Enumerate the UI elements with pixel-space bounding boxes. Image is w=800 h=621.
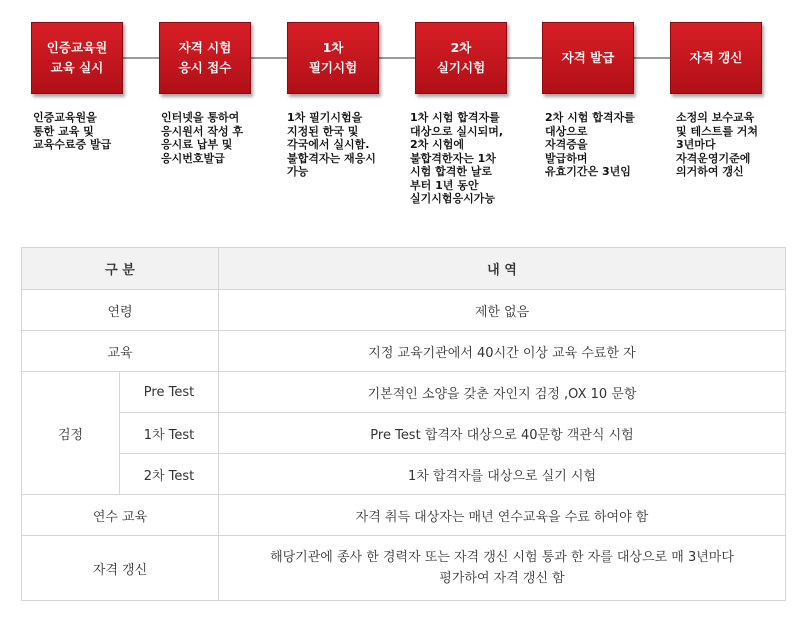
step-6-desc-line: 및 테스트를 거쳐 [676, 124, 759, 138]
step-3-description [287, 111, 412, 179]
step-3-desc-line: 불합격자는 재응시 [287, 151, 376, 165]
step-1-box [31, 22, 123, 94]
step-6-desc-line: 자격운영기준에 [676, 151, 751, 165]
table-row-education [22, 331, 786, 372]
step-6-desc-line: 의거하여 갱신 [676, 165, 744, 178]
step-6-desc-line: 소정의 보수교육 [676, 111, 755, 124]
step-3-desc-line: 가능 [287, 165, 309, 178]
row-label-age: 연령 [22, 290, 219, 331]
renewal-line-1: 해당기관에 종사 한 경력자 또는 자격 갱신 시험 통과 한 자를 대상으로 매 3년마다 [270, 550, 734, 565]
row-label-exam: 검정 [22, 372, 120, 495]
exam-sub-value: 1차 합격자를 대상으로 실기 시험 [219, 454, 786, 495]
step-3-box [287, 22, 379, 94]
step-4-desc-line: 1차 시험 합격자를 [410, 111, 500, 124]
step-1-description [33, 111, 158, 152]
step-1-desc-line: 인증교육원을 [33, 111, 97, 124]
table-row-age [22, 290, 786, 331]
table-row-exam-pre [22, 372, 786, 413]
step-5-description [545, 111, 670, 179]
renewal-line-2: 평가하여 자격 갱신 함 [439, 571, 565, 586]
row-value-training: 자격 취득 대상자는 매년 연수교육을 수료 하여야 함 [219, 495, 786, 536]
table-header-row [22, 248, 786, 290]
header-content: 내 역 [219, 248, 786, 290]
step-4-box [415, 22, 507, 94]
step-4-desc-line: 실기시험응시가능 [410, 192, 496, 205]
header-category: 구 분 [22, 248, 219, 290]
step-3-desc-line: 1차 필기시험을 [287, 111, 363, 124]
step-3-title-line-1: 1차 [322, 40, 344, 55]
step-2-description [161, 111, 286, 165]
row-value-education: 지정 교육기관에서 40시간 이상 교육 수료한 자 [219, 331, 786, 372]
row-value-age: 제한 없음 [219, 290, 786, 331]
step-2-title-line-2: 응시 접수 [178, 60, 232, 75]
certification-process-flow [0, 0, 800, 230]
step-3-desc-line: 지정된 한국 및 [287, 124, 359, 138]
row-label-training: 연수 교육 [22, 495, 219, 536]
exam-sub-label: Pre Test [120, 372, 219, 413]
row-label-education: 교육 [22, 331, 219, 372]
step-5-desc-line: 발급하며 [545, 151, 588, 165]
step-3-title-line-2: 필기시험 [308, 60, 358, 75]
step-6-box [670, 22, 762, 94]
step-4-title-line-2: 실기시험 [436, 60, 486, 75]
table-row-renewal [22, 536, 786, 601]
row-label-renewal: 자격 갱신 [22, 536, 219, 601]
step-3-desc-line: 각국에서 실시함. [287, 138, 370, 151]
step-1-desc-line: 교육수료증 발급 [33, 138, 112, 151]
step-5-title: 자격 발급 [561, 50, 615, 65]
step-2-desc-line: 응시번호발급 [161, 151, 225, 165]
step-2-title-line-1: 자격 시험 [178, 40, 232, 55]
exam-sub-value: Pre Test 합격자 대상으로 40문항 객관식 시험 [219, 413, 786, 454]
step-4-desc-line: 부터 1년 동안 [410, 178, 479, 192]
step-5-desc-line: 대상으로 [545, 124, 588, 138]
step-5-desc-line: 2차 시험 합격자를 [545, 111, 635, 124]
step-1-desc-line: 통한 교육 및 [33, 124, 94, 138]
step-1-title-line-2: 교육 실시 [50, 60, 104, 75]
step-2-desc-line: 응시원서 작성 후 [161, 124, 244, 138]
step-6-description [676, 111, 800, 179]
step-2-box [159, 22, 251, 94]
table-row-exam-second [22, 454, 786, 495]
step-1-title-line-1: 인증교육원 [46, 40, 108, 55]
exam-sub-value: 기본적인 소양을 갖춘 자인지 검정 ,OX 10 문항 [219, 372, 786, 413]
step-5-desc-line: 자격증을 [545, 138, 588, 151]
step-4-desc-line: 대상으로 실시되며, [410, 124, 504, 138]
step-4-title-line-1: 2차 [450, 40, 472, 55]
certification-info-table [21, 247, 786, 601]
step-6-title: 자격 갱신 [689, 50, 743, 65]
step-4-desc-line: 불합격한자는 1차 [410, 151, 496, 165]
step-5-desc-line: 유효기간은 3년임 [545, 165, 631, 178]
table-row-training [22, 495, 786, 536]
table-row-exam-first [22, 413, 786, 454]
step-4-description [410, 111, 535, 206]
exam-sub-label: 1차 Test [120, 413, 219, 454]
step-2-desc-line: 응시료 납부 및 [161, 138, 233, 151]
step-4-desc-line: 시험 합격한 날로 [410, 165, 493, 178]
step-4-desc-line: 2차 시험에 [410, 138, 464, 151]
step-6-desc-line: 3년마다 [676, 138, 716, 151]
step-2-desc-line: 인터넷을 통하여 [161, 111, 240, 124]
exam-sub-label: 2차 Test [120, 454, 219, 495]
row-value-renewal [219, 536, 786, 601]
step-5-box [542, 22, 634, 94]
